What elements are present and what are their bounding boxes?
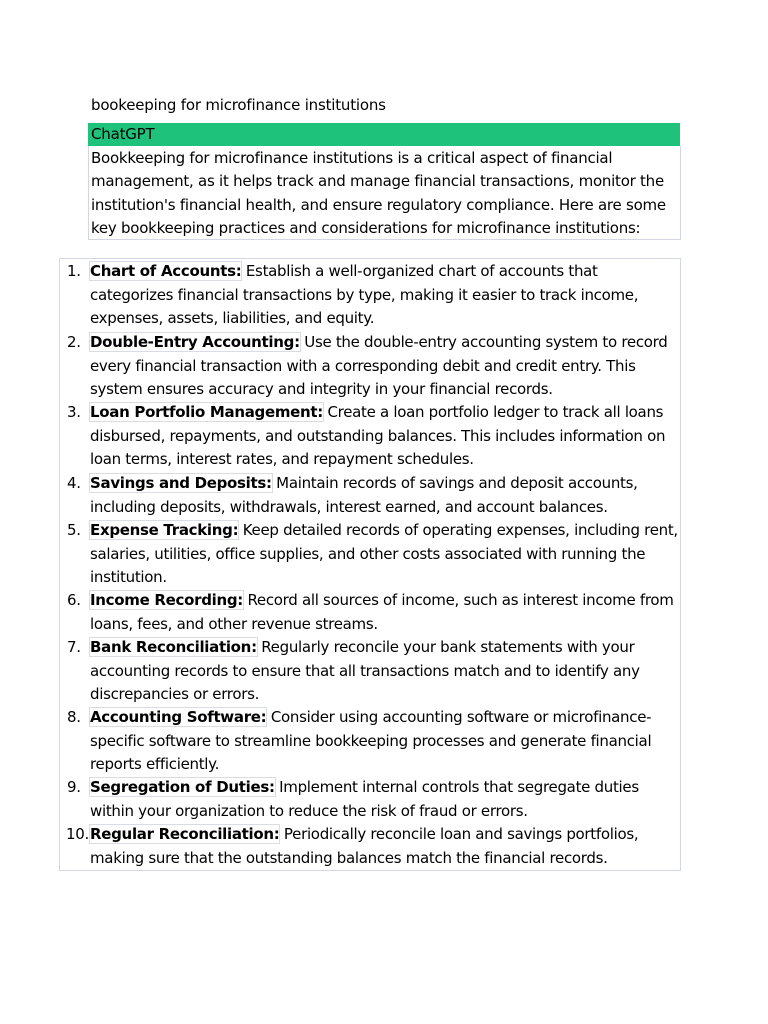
list-item-text bbox=[90, 776, 680, 823]
list-item-body: Create a loan portfolio ledger to track all loans disbursed, repayments, and outstanding balances. This includes information on loan terms, interest rates, and repayment schedules. bbox=[90, 403, 666, 469]
list-item-title: Accounting Software: bbox=[90, 708, 267, 726]
list-item-body: Implement internal controls that segregate duties within your organization to reduce the risk of fraud or errors. bbox=[90, 778, 639, 820]
list-item-title: Savings and Deposits: bbox=[90, 474, 272, 492]
list-item-text bbox=[90, 401, 680, 472]
intro-block bbox=[88, 146, 681, 240]
user-prompt: bookeeping for microfinance institutions bbox=[91, 96, 386, 114]
list-item-number: 5. bbox=[67, 521, 81, 539]
list-item-text bbox=[90, 823, 680, 870]
list-item-number: 10. bbox=[66, 825, 89, 843]
list-item-title: Bank Reconciliation: bbox=[90, 638, 257, 656]
list-item-number: 8. bbox=[67, 708, 81, 726]
list-item-title: Expense Tracking: bbox=[90, 521, 239, 539]
list-item-body: Establish a well-organized chart of accounts that categorizes financial transactions by type, making it easier to track income, expenses, assets, liabilities, and equity. bbox=[90, 262, 639, 328]
list-item-number: 7. bbox=[67, 638, 81, 656]
list-item-body: Consider using accounting software or microfinance-specific software to streamline bookkeeping processes and generate financial reports efficiently. bbox=[90, 708, 652, 774]
list-item-body: Keep detailed records of operating expenses, including rent, salaries, utilities, office supplies, and other costs associated with running the institution. bbox=[90, 521, 678, 587]
intro-paragraph: Bookkeeping for microfinance institutions is a critical aspect of financial management, as it helps track and manage financial transactions, monitor the institution's financial health, and ensure regulatory compliance. Here are some key bookkeeping practices and considerations for microfinance institutions: bbox=[91, 149, 666, 237]
list-item-body: Maintain records of savings and deposit accounts, including deposits, withdrawals, interest earned, and account balances. bbox=[90, 474, 638, 516]
list-item-text bbox=[90, 331, 680, 402]
list-item-text bbox=[90, 260, 680, 331]
list-item-title: Chart of Accounts: bbox=[90, 262, 242, 280]
list-item-text bbox=[90, 706, 680, 777]
list-item-body: Periodically reconcile loan and savings portfolios, making sure that the outstanding balances match the financial records. bbox=[90, 825, 639, 867]
list-item-text bbox=[90, 519, 680, 590]
list-item-title: Regular Reconciliation: bbox=[90, 825, 280, 843]
speaker-header bbox=[88, 123, 680, 146]
list-item-number: 1. bbox=[67, 262, 81, 280]
list-item-body: Use the double-entry accounting system to record every financial transaction with a corresponding debit and credit entry. This system ensures accuracy and integrity in your financial records. bbox=[90, 333, 668, 399]
speaker-label: ChatGPT bbox=[91, 125, 155, 143]
list-item-number: 6. bbox=[67, 591, 81, 609]
list-item-text bbox=[90, 472, 680, 519]
list-item-title: Income Recording: bbox=[90, 591, 243, 609]
list-item-body: Record all sources of income, such as interest income from loans, fees, and other revenue streams. bbox=[90, 591, 674, 633]
practices-list-box bbox=[59, 258, 681, 871]
list-item-text bbox=[90, 589, 680, 636]
list-item-number: 3. bbox=[67, 403, 81, 421]
list-item-title: Segregation of Duties: bbox=[90, 778, 275, 796]
list-item-number: 9. bbox=[67, 778, 81, 796]
list-item-number: 2. bbox=[67, 333, 81, 351]
list-item-number: 4. bbox=[67, 474, 81, 492]
list-item-title: Loan Portfolio Management: bbox=[90, 403, 324, 421]
list-item-body: Regularly reconcile your bank statements with your accounting records to ensure that all transactions match and to identify any discrepancies or errors. bbox=[90, 638, 640, 704]
list-item-title: Double-Entry Accounting: bbox=[90, 333, 300, 351]
list-item-text bbox=[90, 636, 680, 707]
